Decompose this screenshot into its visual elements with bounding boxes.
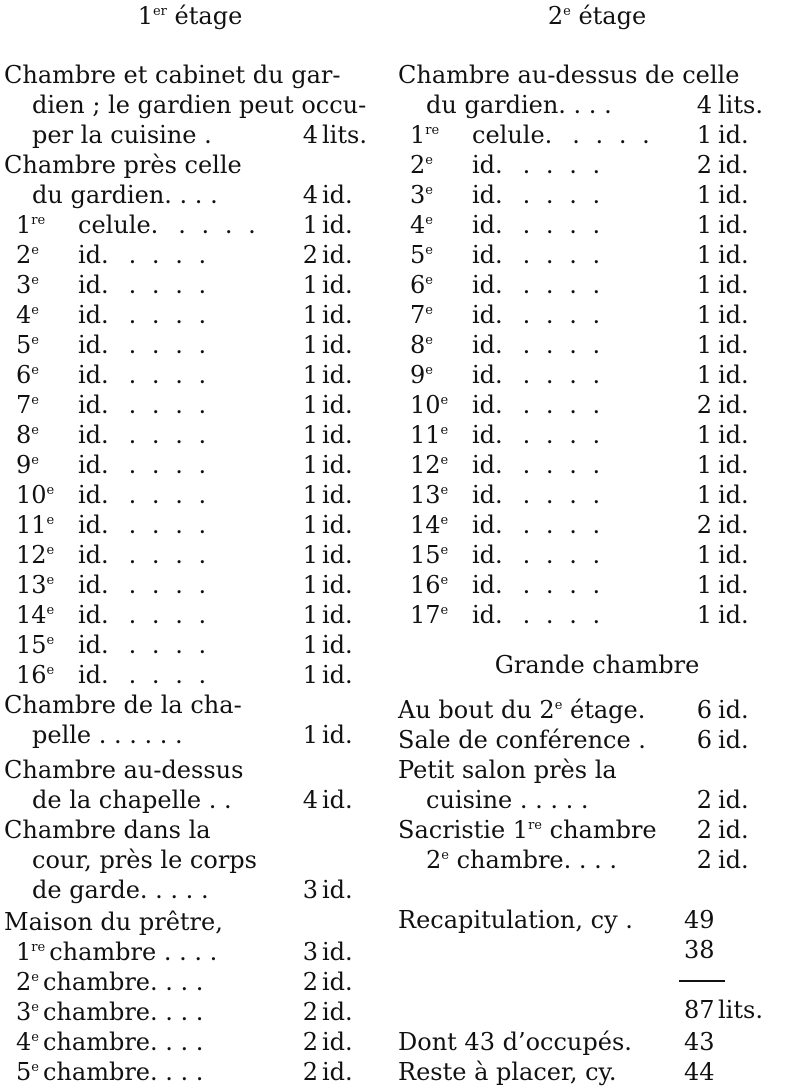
gardien-entry-line3: per la cuisine . 4 lits. [32, 121, 367, 149]
cell-row: 7e id. . . . . 1 id. [16, 391, 353, 419]
recap-first-total: 49 [684, 906, 715, 934]
audessus-gardien-line2: du gardien. . . . 4 lits. [426, 91, 763, 119]
pretre-heading: Maison du prêtre, [4, 908, 223, 936]
cell-row: 5e id. . . . . 1 id. [16, 331, 353, 359]
cell-row: 2e id. . . . . 2 id. [410, 151, 749, 179]
cell-row: 13e id. . . . . 1 id. [16, 571, 353, 599]
chapelle-line2: pelle . . . . . . 1 id. [32, 721, 353, 749]
sum-rule [679, 980, 725, 982]
pretre-room-row: 4e chambre. . . . 2 id. [16, 1028, 353, 1056]
cell-row: 12e id. . . . . 1 id. [410, 451, 749, 479]
cell-row: 7e id. . . . . 1 id. [410, 301, 749, 329]
cell-row: 10e id. . . . . 2 id. [410, 391, 749, 419]
grand-total: 87 [684, 996, 715, 1024]
cell-row: 14e id. . . . . 1 id. [16, 601, 353, 629]
cell-row: 10e id. . . . . 1 id. [16, 481, 353, 509]
cell-row: 9e id. . . . . 1 id. [410, 361, 749, 389]
occupes-row: Dont 43 d’occupés. 43 [398, 1028, 715, 1056]
sacristie-second-row: 2e chambre. . . . 2 id. [426, 846, 749, 874]
cell-row: 15e id. . . . . 1 id. [410, 541, 749, 569]
pretre-room-row: 1re chambre . . . . 3 id. [16, 938, 353, 966]
cell-row: 17e id. . . . . 1 id. [410, 601, 749, 629]
first-floor-heading: 1er étage [137, 2, 243, 30]
recap-second-total: 38 [684, 936, 715, 964]
pretre-room-row: 2e chambre. . . . 2 id. [16, 968, 353, 996]
cell-row: 15e id. . . . . 1 id. [16, 631, 353, 659]
total-row: 87 lits. [684, 996, 763, 1024]
pretre-room-row: 3e chambre. . . . 2 id. [16, 998, 353, 1026]
pretre-room-row: 5e chambre. . . . 2 id. [16, 1058, 353, 1086]
second-floor-heading: 2e étage [547, 2, 647, 30]
cell-row: 1re celule. . . . . 1 id. [410, 121, 749, 149]
cour-line2: cour, près le corps [32, 846, 257, 874]
cell-row: 3e id. . . . . 1 id. [16, 271, 353, 299]
cour-line3: de garde. . . . . 3 id. [32, 876, 353, 904]
recapitulation-row: Recapitulation, cy . 49 [398, 906, 715, 934]
cell-row: 9e id. . . . . 1 id. [16, 451, 353, 479]
gardien-entry-line2: dien ; le gardien peut occu- [32, 91, 367, 119]
cell-row: 16e id. . . . . 1 id. [410, 571, 749, 599]
cell-row: 12e id. . . . . 1 id. [16, 541, 353, 569]
cell-row: 2e id. . . . . 2 id. [16, 241, 353, 269]
sale-conference-row: Sale de conférence . 6 id. [398, 726, 749, 754]
audessus-gardien-line1: Chambre au-dessus de celle [398, 61, 740, 89]
cell-row: 14e id. . . . . 2 id. [410, 511, 749, 539]
cell-row: 8e id. . . . . 1 id. [410, 331, 749, 359]
pres-gardien-line1: Chambre près celle [4, 151, 242, 179]
cell-row: 16e id. . . . . 1 id. [16, 661, 353, 689]
cell-row: 6e id. . . . . 1 id. [16, 361, 353, 389]
gardien-count: 4 [302, 121, 318, 149]
sacristie-row: Sacristie 1re chambre 2 id. [398, 816, 749, 844]
audessus-chapelle-line2: de la chapelle . . 4 id. [32, 786, 353, 814]
cell-row: 5e id. . . . . 1 id. [410, 241, 749, 269]
cell-row: 11e id. . . . . 1 id. [16, 511, 353, 539]
cell-row: 4e id. . . . . 1 id. [410, 211, 749, 239]
chapelle-line1: Chambre de la cha- [4, 691, 242, 719]
gardien-entry-line1: Chambre et cabinet du gar- [4, 61, 341, 89]
cell-row: 13e id. . . . . 1 id. [410, 481, 749, 509]
petit-salon-line1: Petit salon près la [398, 756, 617, 784]
cell-row: 6e id. . . . . 1 id. [410, 271, 749, 299]
cell-row: 3e id. . . . . 1 id. [410, 181, 749, 209]
cell-row: 11e id. . . . . 1 id. [410, 421, 749, 449]
cell-row: 8e id. . . . . 1 id. [16, 421, 353, 449]
audessus-chapelle-line1: Chambre au-dessus [4, 756, 244, 784]
pres-gardien-line2: du gardien. . . . 4 id. [32, 181, 353, 209]
cour-line1: Chambre dans la [4, 816, 211, 844]
cell-row: 4e id. . . . . 1 id. [16, 301, 353, 329]
petit-salon-line2: cuisine . . . . . 2 id. [426, 786, 749, 814]
reste-row: Reste à placer, cy. 44 [398, 1058, 715, 1086]
grande-chambre-heading: Grande chambre [494, 651, 700, 679]
recapitulation-second-row [398, 935, 796, 965]
cell-row: 1re celule. . . . . 1 id. [16, 211, 353, 239]
bout-etage-row: Au bout du 2e étage. 6 id. [398, 696, 749, 724]
